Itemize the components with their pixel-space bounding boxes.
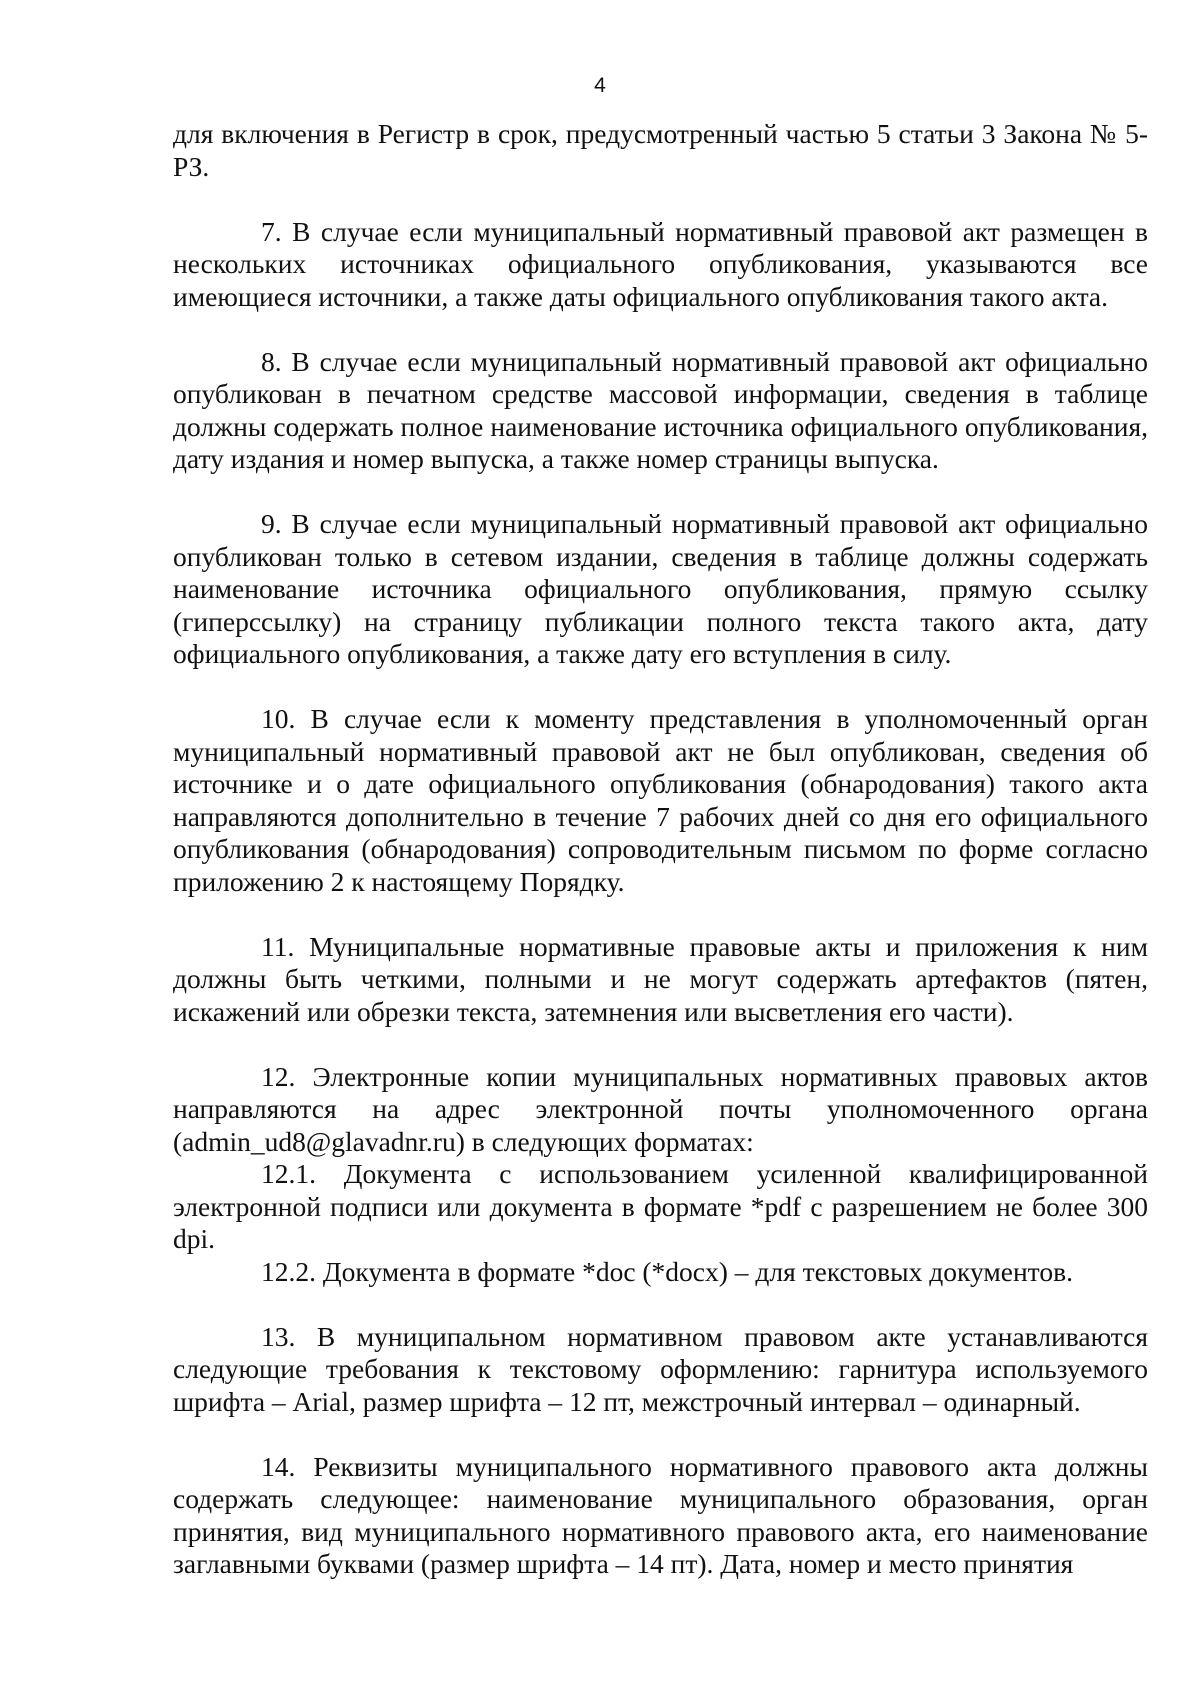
paragraph-13: 13. В муниципальном нормативном правовом акте устанавливаются следующие требования к текстовому оформлению: гарнитура используемого шрифта – Arial, размер шрифта – 12 пт, межстрочный интервал – одинарный. — [173, 1320, 1148, 1417]
paragraph-9: 9. В случае если муниципальный нормативный правовой акт официально опубликован только в сетевом издании, сведения в таблице должны содержать наименование источника официального опубликования, прямую ссылку (гиперссылку) на страницу публикации полного текста такого акта, дату официального опубликования, а также дату его вступления в силу. — [173, 508, 1148, 669]
paragraph-14: 14. Реквизиты муниципального нормативного правового акта должны содержать следующее: наименование муниципального образования, орган принятия, вид муниципального нормативного правового акта, его наименование заглавными буквами (размер шрифта – 14 пт). Дата, номер и место принятия — [173, 1450, 1148, 1579]
paragraph-6-continuation: для включения в Регистр в срок, предусмотренный частью 5 статьи 3 Закона № 5-РЗ. — [173, 118, 1148, 182]
paragraph-11: 11. Муниципальные нормативные правовые акты и приложения к ним должны быть четкими, полными и не могут содержать артефактов (пятен, искажений или обрезки текста, затемнения или высветления его части). — [173, 930, 1148, 1027]
page-number: 4 — [594, 74, 606, 97]
paragraph-7: 7. В случае если муниципальный нормативный правовой акт размещен в нескольких источниках официального опубликования, указываются все имеющиеся источники, а также даты официального опубликования такого акта. — [173, 215, 1148, 312]
document-body — [173, 118, 1148, 1581]
paragraph-12-2: 12.2. Документа в формате *doc (*docx) – для текстовых документов. — [261, 1255, 1073, 1287]
paragraph-12-1: 12.1. Документа с использованием усиленной квалифицированной электронной подписи или документа в формате *pdf с разрешением не более 300 dpi. — [173, 1158, 1148, 1254]
paragraph-8: 8. В случае если муниципальный нормативный правовой акт официально опубликован в печатном средстве массовой информации, сведения в таблице должны содержать полное наименование источника официального опубликования, дату издания и номер выпуска, а также номер страницы выпуска. — [173, 345, 1148, 474]
paragraph-12: 12. Электронные копии муниципальных нормативных правовых актов направляются на адрес электронной почты уполномоченного органа (admin_ud8@glavadnr.ru) в следующих форматах: — [173, 1060, 1148, 1157]
paragraph-10: 10. В случае если к моменту представления в уполномоченный орган муниципальный нормативный правовой акт не был опубликован, сведения об источнике и о дате официального опубликования (обнародования) такого акта направляются дополнительно в течение 7 рабочих дней со дня его официального опубликования (обнародования) сопроводительным письмом по форме согласно приложению 2 к настоящему Порядку. — [173, 703, 1148, 897]
